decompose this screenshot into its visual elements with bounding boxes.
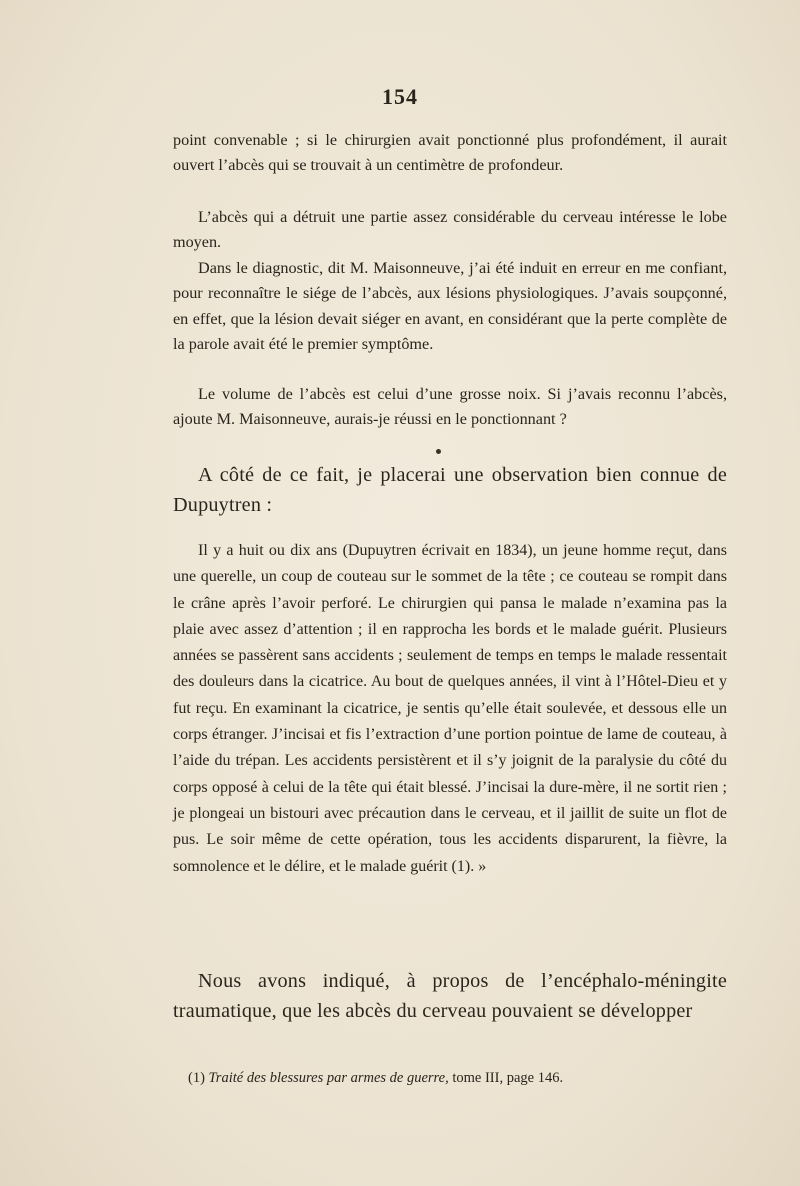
paragraph-2: L’abcès qui a détruit une partie assez considérable du cerveau intéresse le lobe moyen. bbox=[173, 208, 727, 252]
paragraph-4: Le volume de l’abcès est celui d’une grosse noix. Si j’avais reconnu l’abcès, ajoute M. Maisonneuve, aurais-je réussi en le ponctionnant ? bbox=[173, 385, 727, 429]
paragraph-7: Nous avons indiqué, à propos de l’encéphalo-méningite traumatique, que les abcès du cerveau pouvaient se développer bbox=[173, 970, 727, 1022]
footnote-title: Traité des blessures par armes de guerre, bbox=[208, 1070, 449, 1086]
paragraph-3: Dans le diagnostic, dit M. Maisonneuve, j’ai été induit en erreur en me confiant, pour reconnaître le siége de l’abcès, aux lésions physiologiques. J’avais soupçonné, en effet, que la lésion devait siéger en avant, en considérant que la perte complète de la parole avait été le premier symptôme. bbox=[173, 259, 727, 353]
paragraph-1: point convenable ; si le chirurgien avait ponctionné plus profondément, il aurait ouvert l’abcès qui se trouvait à un centimètre de profondeur. bbox=[173, 131, 727, 175]
footnote-reference: tome III, page 146. bbox=[452, 1070, 564, 1086]
page-number: 154 bbox=[382, 84, 418, 109]
ink-dot bbox=[436, 449, 441, 454]
paragraph-5: A côté de ce fait, je placerai une observation bien connue de Dupuytren : bbox=[173, 464, 727, 516]
paragraph-6-quotation: Il y a huit ou dix ans (Dupuytren écrivait en 1834), un jeune homme reçut, dans une querelle, un coup de couteau sur le sommet de la tête ; ce couteau se rompit dans le crâne après l’avoir perforé. Le chirurgien qui pansa le malade n’examina pas la plaie avec assez d’attention ; il en rapprocha les bords et le malade guérit. Plusieurs années se passèrent sans accidents ; seulement de temps en temps le malade ressentait des douleurs dans la cicatrice. Au bout de quelques années, il vint à l’Hôtel-Dieu et y fut reçu. En examinant la cicatrice, je sentis qu’elle était soulevée, et dessous elle un corps étranger. J’incisai et fis l’extraction d’une portion pointue de lame de couteau, à l’aide du trépan. Les accidents persistèrent et il s’y joignit de la paralysie du côté du corps opposé à celui de la tête qui était blessé. J’incisai la dure-mère, il ne sortit rien ; je plongeai un bistouri avec précaution dans le cerveau, et il jaillit de suite un flot de pus. Le soir même de cette opération, tous les accidents disparurent, la fièvre, la somnolence et le délire, et le malade guérit (1). » bbox=[173, 542, 727, 875]
footnote-marker: (1) bbox=[188, 1070, 205, 1086]
footnote bbox=[188, 1068, 728, 1088]
